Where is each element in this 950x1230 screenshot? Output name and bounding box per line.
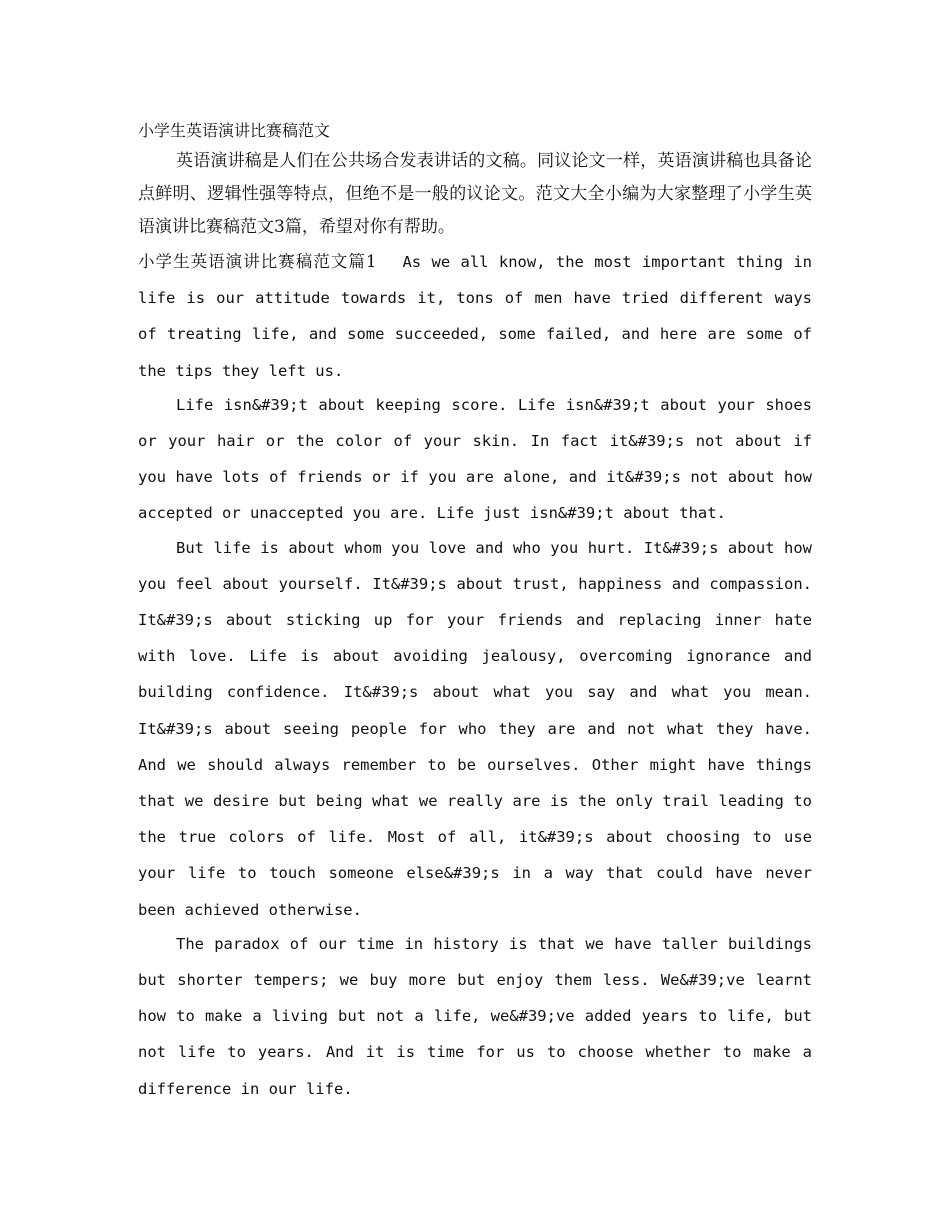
- intro-paragraph: 英语演讲稿是人们在公共场合发表讲话的文稿。同议论文一样，英语演讲稿也具备论点鲜明、逻辑性强等特点，但绝不是一般的议论文。范文大全小编为大家整理了小学生英语演讲比赛稿范文3篇，希望对你有帮助。: [138, 151, 812, 237]
- body-paragraph-2: Life isn&#39;t about keeping score. Life isn&#39;t about your shoes or your hair or the color of your skin. In fact it&#39;s not about if you have lots of friends or if you are alone, and it&#39;s not about how accepted or unaccepted you are. Life just isn&#39;t about that.: [138, 395, 812, 523]
- body-paragraph-3: But life is about whom you love and who you hurt. It&#39;s about how you feel about yourself. It&#39;s about trust, happiness and compassion. It&#39;s about sticking up for your friends and replacing inner hate with love. Life is about avoiding jealousy, overcoming ignorance and building confidence. It&#39;s about what you say and what you mean. It&#39;s about seeing people for who they are and not what they have. And we should always remember to be ourselves. Other might have things that we desire but being what we really are is the only trail leading to the true colors of life. Most of all, it&#39;s about choosing to use your life to touch someone else&#39;s in a way that could have never been achieved otherwise.: [138, 538, 812, 919]
- paragraph-1-text: As we all know, the most important thing in life is our attitude towards it, tons of men have tried different ways of treating life, and some succeeded, some failed, and here are some of the tips they left us.: [138, 253, 812, 380]
- body-paragraph-1: [138, 244, 812, 389]
- section-heading: 小学生英语演讲比赛稿范文篇1: [138, 252, 377, 271]
- document-page: [138, 117, 812, 1105]
- body-paragraph-4: The paradox of our time in history is that we have taller buildings but shorter tempers; we buy more but enjoy them less. We&#39;ve learnt how to make a living but not a life, we&#39;ve added years to life, but not life to years. And it is time for us to choose whether to make a difference in our life.: [138, 934, 812, 1098]
- document-title: 小学生英语演讲比赛稿范文: [138, 121, 331, 140]
